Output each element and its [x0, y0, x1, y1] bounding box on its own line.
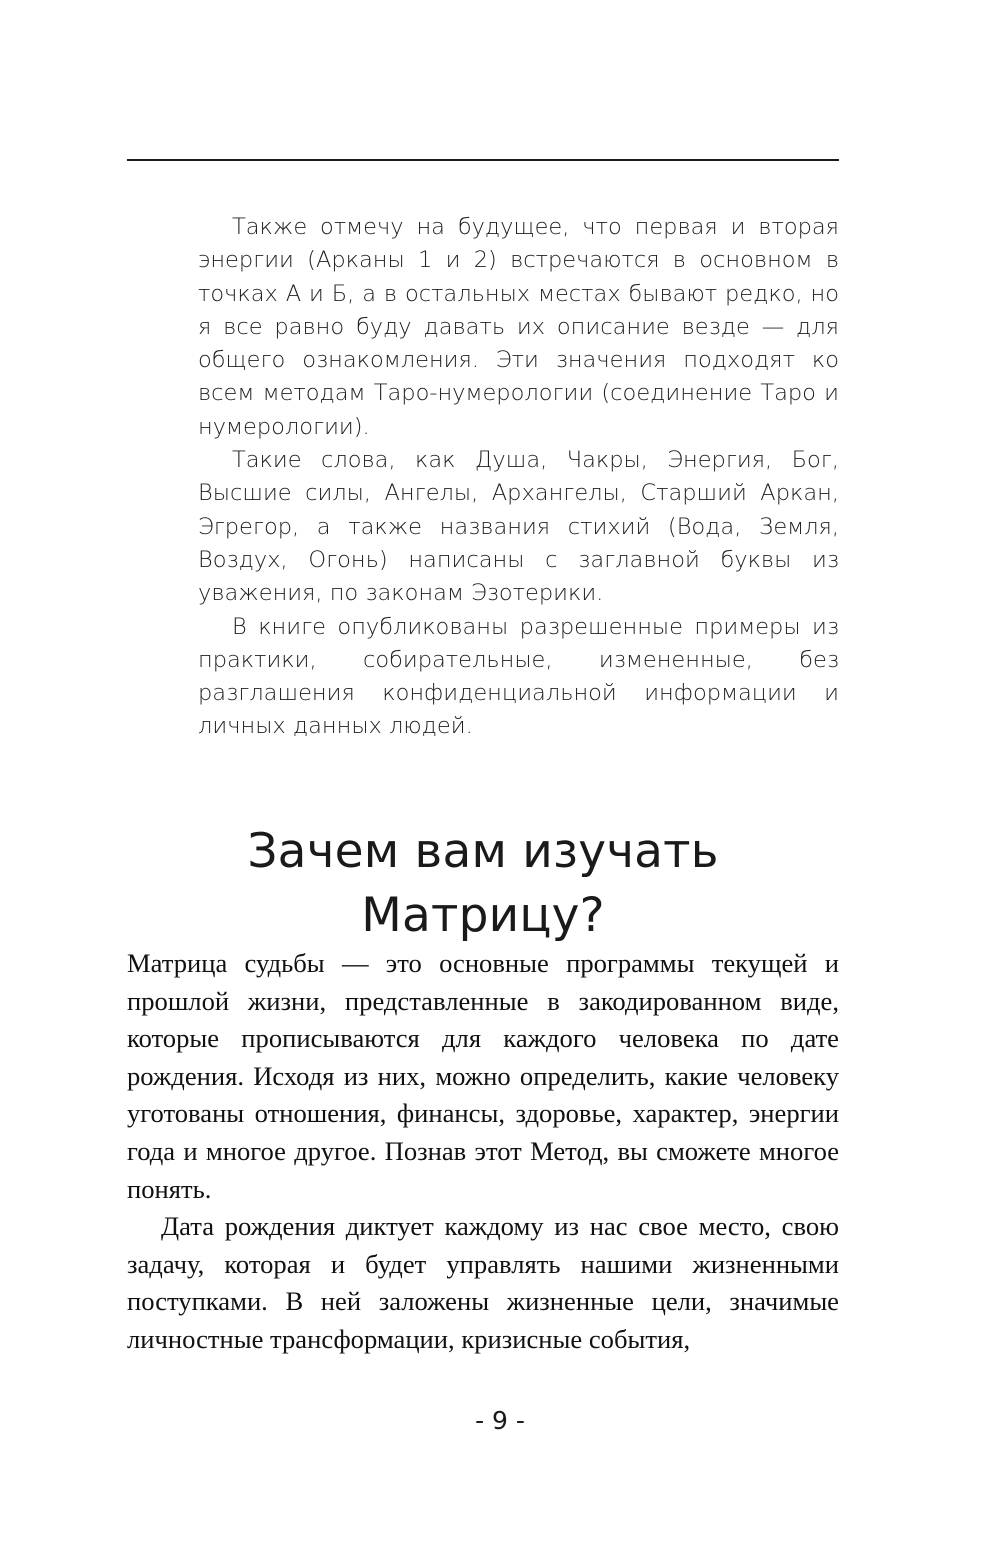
intro-paragraph: Такие слова, как Душа, Чакры, Энергия, Бог, Высшие силы, Ангелы, Архангелы, Старший Аркан, Эгрегор, а также названия стихий (Вода, Земля, Воздух, Огонь) написаны с заглавной буквы из уважения, по законам Эзотерики. [198, 447, 839, 607]
top-rule [127, 159, 839, 161]
intro-paragraph: В книге опубликованы разрешенные примеры из практики, собирательные, измененные, без разглашения конфиденциальной информации и личных данных людей. [198, 613, 839, 740]
intro-text [198, 211, 839, 744]
page-number: - 9 - [475, 1406, 525, 1435]
intro-paragraph: Также отмечу на будущее, что первая и вторая энергии (Арканы 1 и 2) встречаются в основном в точках А и Б, а в остальных местах бывают редко, но я все равно буду давать их описание везде — для общего ознакомления. Эти значения подходят ко всем методам Таро-нумерологии (соединение Таро и нумерологии). [198, 214, 839, 440]
section-heading: Зачем вам изучать Матрицу? [247, 824, 719, 943]
body-paragraph: Матрица судьбы — это основные программы текущей и прошлой жизни, представленные в закодированном виде, которые прописываются для каждого человека по дате рождения. Исходя из них, можно определить, какие человеку уготованы отношения, финансы, здоровье, характер, энергии года и многое другое. Познав этот Метод, вы сможете многое понять. [127, 948, 839, 1204]
body-paragraph: Дата рождения диктует каждому из нас свое место, свою задачу, которая и будет управлять нашими жизненными поступками. В ней заложены жизненные цели, значимые личностные трансформации, кризисные события, [127, 1211, 839, 1354]
section-body [127, 945, 839, 1359]
